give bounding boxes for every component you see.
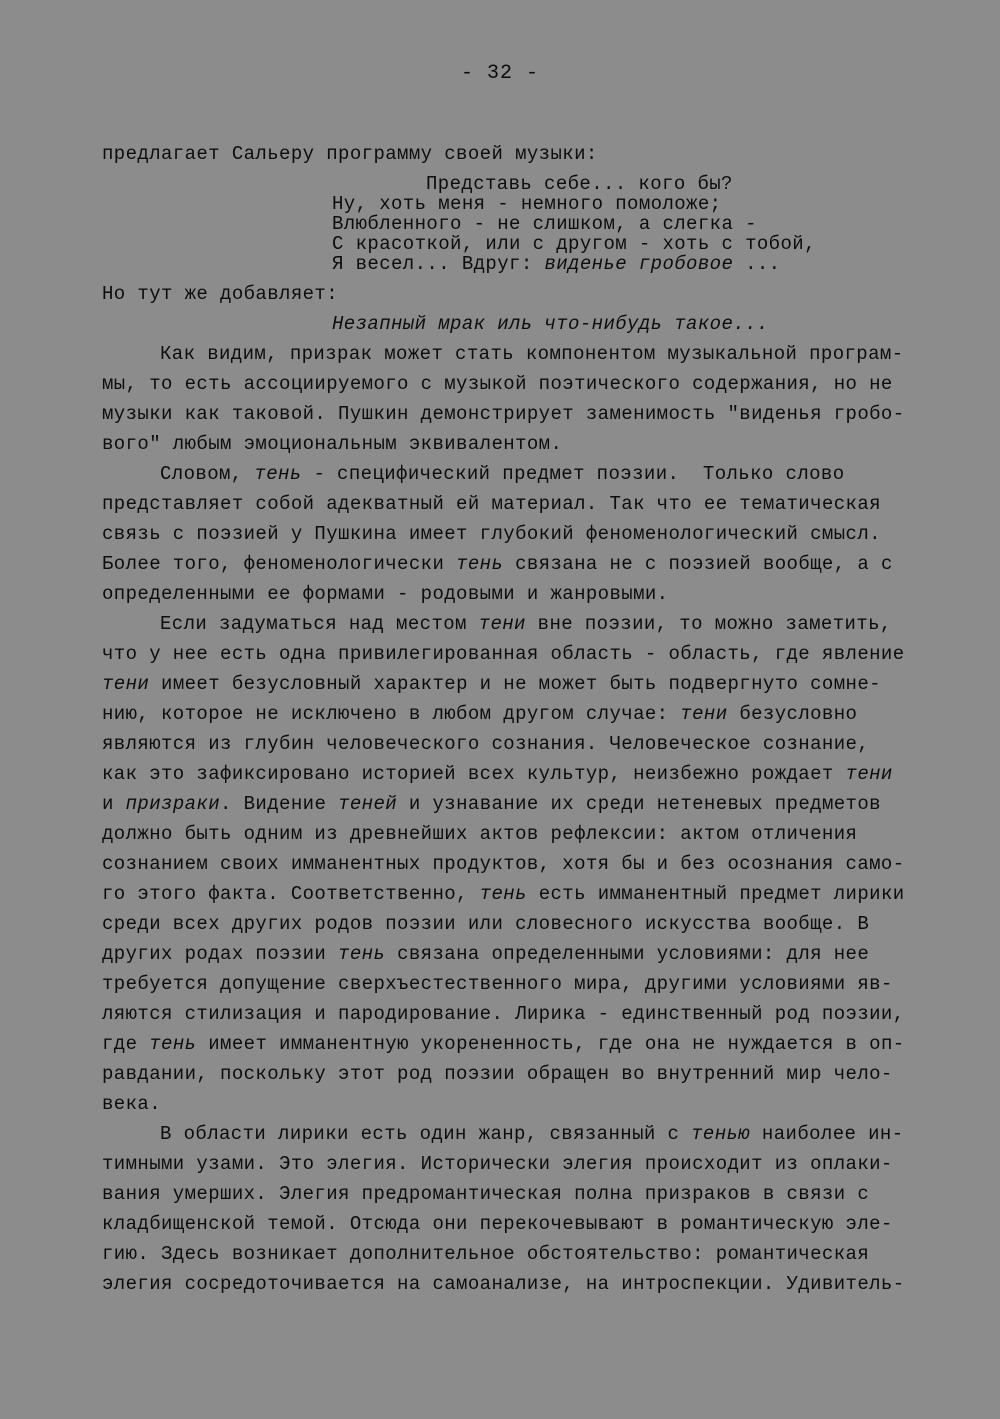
page-number: - 32 - (460, 62, 539, 85)
text-line: кладбищенской темой. Отсюда они перекочевывают в романтическую эле- (102, 1213, 893, 1235)
emphasis: тени (680, 703, 728, 725)
text-span: где (102, 1033, 150, 1055)
verse-line: Ну, хоть меня - немного помоложе; (332, 193, 722, 215)
text-span: . Видение (220, 793, 339, 815)
text-line (102, 763, 893, 785)
text-line: Как видим, призрак может стать компонентом музыкальной програм- (160, 343, 904, 365)
emphasis: тень (254, 463, 302, 485)
text-line (102, 1033, 905, 1055)
text-line (102, 703, 857, 725)
text-line (160, 613, 892, 635)
text-span: и (102, 793, 126, 815)
text-line (102, 673, 881, 695)
text-span: В области лирики есть один жанр, связанный с (160, 1123, 692, 1145)
text-span: Если задуматься над местом (160, 613, 479, 635)
verse-quote-2 (332, 313, 769, 335)
text-line: сознанием своих имманентных продуктов, хотя бы и без осознания само- (102, 853, 905, 875)
text-line: тимными узами. Это элегия. Исторически элегия происходит из оплаки- (102, 1153, 893, 1175)
text-line: вания умерших. Элегия предромантическая полна призраков в связи с (102, 1183, 870, 1205)
text-line: что у нее есть одна привилегированная область - область, где явление (102, 643, 905, 665)
text-line: требуется допущение сверхъестественного мира, другими условиями яв- (102, 973, 893, 995)
text-span: других родах поэзии (102, 943, 339, 965)
text-span: Словом, (160, 463, 255, 485)
emphasis: тень (479, 883, 527, 905)
adds-line: Но тут же добавляет: (102, 283, 339, 305)
text-line: равдании, поскольку этот род поэзии обращен во внутренний мир чело- (102, 1063, 893, 1085)
text-span: нию, которое не исключено в любом другом случае: (102, 703, 681, 725)
verse-line (332, 253, 781, 275)
text-line: определенными ее формами - родовыми и жанровыми. (102, 583, 669, 605)
text-span: Я весел... Вдруг: (332, 253, 545, 275)
text-line (160, 1123, 904, 1145)
emphasis: тени (478, 613, 526, 635)
text-span: связана не с поэзией вообще, а с (503, 553, 893, 575)
text-span: безусловно (727, 703, 858, 725)
text-span: имеет безусловный характер и не может быть подвергнуто сомне- (149, 673, 881, 695)
text-span: Более того, феноменологически (102, 553, 457, 575)
text-line: связь с поэзией у Пушкина имеет глубокий феноменологический смысл. (102, 523, 881, 545)
text-line (102, 553, 893, 575)
text-line: являются из глубин человеческого сознания. Человеческое сознание, (102, 733, 870, 755)
emphasis: тени (102, 673, 150, 695)
text-span: го этого факта. Соответственно, (102, 883, 480, 905)
verse-line: Влюбленного - не слишком, а слегка - (332, 213, 757, 235)
emphasis: теней (338, 793, 398, 815)
text-line: представляет собой адекватный ей материал. Так что ее тематическая (102, 493, 881, 515)
text-span: есть имманентный предмет лирики (526, 883, 905, 905)
emphasis: тень (456, 553, 504, 575)
text-line: мы, то есть ассоциируемого с музыкой поэтического содержания, но не (102, 373, 893, 395)
text-line: должно быть одним из древнейших актов рефлексии: актом отличения (102, 823, 858, 845)
text-line (102, 793, 881, 815)
emphasis: тенью (691, 1123, 751, 1145)
text-span: ... (733, 253, 781, 275)
emphasis: тень (149, 1033, 197, 1055)
emphasis: тень (338, 943, 386, 965)
emphasis: призраки (125, 793, 221, 815)
text-line: среди всех других родов поэзии или словесного искусства вообще. В (102, 913, 870, 935)
text-span: наиболее ин- (750, 1123, 904, 1145)
text-line (102, 883, 905, 905)
text-line: ляются стилизация и пародирование. Лирика - единственный род поэзии, (102, 1003, 905, 1025)
emphasis: Незапный мрак иль что-нибудь такое... (332, 313, 769, 335)
text-span: связана определенными условиями: для нее (385, 943, 870, 965)
text-span: - специфический предмет поэзии. Только слово (301, 463, 845, 485)
text-span: и узнавание их среди нетеневых предметов (397, 793, 881, 815)
verse-line: Представь себе... кого бы? (426, 173, 733, 195)
text-line: элегия сосредоточивается на самоанализе, на интроспекции. Удивитель- (102, 1273, 905, 1295)
text-line (102, 943, 869, 965)
text-line: гию. Здесь возникает дополнительное обстоятельство: романтическая (102, 1243, 870, 1265)
text-span: имеет имманентную укорененность, где она не нуждается в оп- (196, 1033, 905, 1055)
text-span: как это зафиксировано историей всех культур, неизбежно рождает (102, 763, 846, 785)
emphasis: виденье гробовое (544, 253, 734, 275)
text-line: века. (102, 1093, 162, 1115)
emphasis: тени (845, 763, 893, 785)
text-line: музыки как таковой. Пушкин демонстрирует заменимость "виденья гробо- (102, 403, 905, 425)
verse-line: С красоткой, или с другом - хоть с тобой, (332, 233, 816, 255)
text-line (160, 463, 845, 485)
text-line: вого" любым эмоциональным эквивалентом. (102, 433, 563, 455)
intro-line: предлагает Сальеру программу своей музыки: (102, 143, 598, 165)
text-span: вне поэзии, то можно заметить, (525, 613, 892, 635)
